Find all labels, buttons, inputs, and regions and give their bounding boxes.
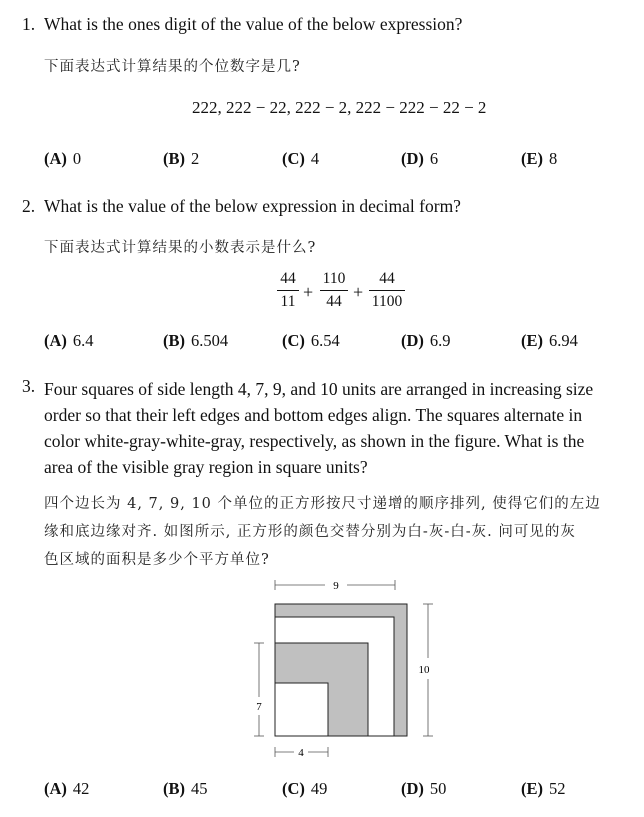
q1-option-a[interactable]: (A) 0: [44, 149, 82, 168]
question-3-line-1: Four squares of side length 4, 7, 9, and 10 units are arranged in increasing size: [44, 379, 594, 399]
question-3-number: 3.: [22, 376, 36, 396]
square-side-4-white: [275, 683, 328, 736]
question-1-expression: 222, 222 − 22, 222 − 2, 222 − 222 − 22 − 2: [192, 98, 487, 117]
q2-option-c[interactable]: (C) 6.54: [282, 331, 340, 350]
q2-option-b[interactable]: (B) 6.504: [163, 331, 229, 350]
q1-option-b[interactable]: (B) 2: [163, 149, 200, 168]
question-3-chinese-line-3: 色区域的面积是多少个平方单位?: [44, 552, 270, 568]
q2-option-a[interactable]: (A) 6.4: [44, 331, 94, 350]
fraction-2-numerator: 110: [322, 270, 346, 287]
label-top-9: 9: [333, 580, 339, 592]
question-1-text: What is the ones digit of the value of the below expression?: [44, 14, 463, 34]
fraction-3-numerator: 44: [379, 270, 395, 287]
question-3-chinese-line-1: 四个边长为 4, 7, 9, 10 个单位的正方形按尺寸递增的顺序排列, 使得它们的左边: [44, 496, 601, 512]
label-bottom-4: 4: [298, 747, 304, 759]
q1-option-e[interactable]: (E) 8: [521, 149, 558, 168]
fraction-1: [277, 270, 299, 311]
question-3-line-3: color white-gray-white-gray, respectively, as shown in the figure. What is the: [44, 431, 585, 451]
question-1-chinese: 下面表达式计算结果的个位数字是几?: [44, 59, 301, 75]
q3-option-b[interactable]: (B) 45: [163, 779, 208, 798]
question-2-text: What is the value of the below expression in decimal form?: [44, 196, 461, 216]
q1-option-d[interactable]: (D) 6: [401, 149, 439, 168]
q2-option-d[interactable]: (D) 6.9: [401, 331, 451, 350]
fraction-1-denominator: 11: [280, 293, 296, 310]
label-left-7: 7: [256, 701, 262, 713]
fraction-2-bar: [320, 290, 348, 291]
fraction-3: [369, 270, 405, 311]
question-1-number: 1.: [22, 14, 36, 34]
question-2-number: 2.: [22, 196, 36, 216]
label-right-10: 10: [418, 664, 430, 676]
question-3-chinese-line-2: 缘和底边缘对齐. 如图所示, 正方形的颜色交替分别为白-灰-白-灰. 问可见的灰: [44, 524, 576, 540]
plus-sign-2: +: [353, 282, 364, 302]
q2-option-e[interactable]: (E) 6.94: [521, 331, 578, 350]
q3-option-e[interactable]: (E) 52: [521, 779, 566, 798]
q1-option-c[interactable]: (C) 4: [282, 149, 320, 168]
fraction-3-bar: [369, 290, 405, 291]
fraction-3-denominator: 1100: [371, 293, 403, 310]
fraction-1-numerator: 44: [280, 270, 296, 287]
question-3-chinese: [44, 490, 640, 574]
squares-figure: [250, 575, 450, 765]
question-2-chinese: 下面表达式计算结果的小数表示是什么?: [44, 240, 317, 256]
q3-option-d[interactable]: (D) 50: [401, 779, 447, 798]
plus-sign-1: +: [303, 282, 314, 302]
q3-option-a[interactable]: (A) 42: [44, 779, 90, 798]
question-3-text: [44, 376, 640, 480]
question-3-line-4: area of the visible gray region in square units?: [44, 457, 368, 477]
q3-option-c[interactable]: (C) 49: [282, 779, 328, 798]
question-3-line-2: order so that their left edges and bottom edges align. The squares alternate in: [44, 405, 583, 425]
fraction-2: [320, 270, 348, 311]
fraction-2-denominator: 44: [326, 293, 342, 310]
fraction-1-bar: [277, 290, 299, 291]
